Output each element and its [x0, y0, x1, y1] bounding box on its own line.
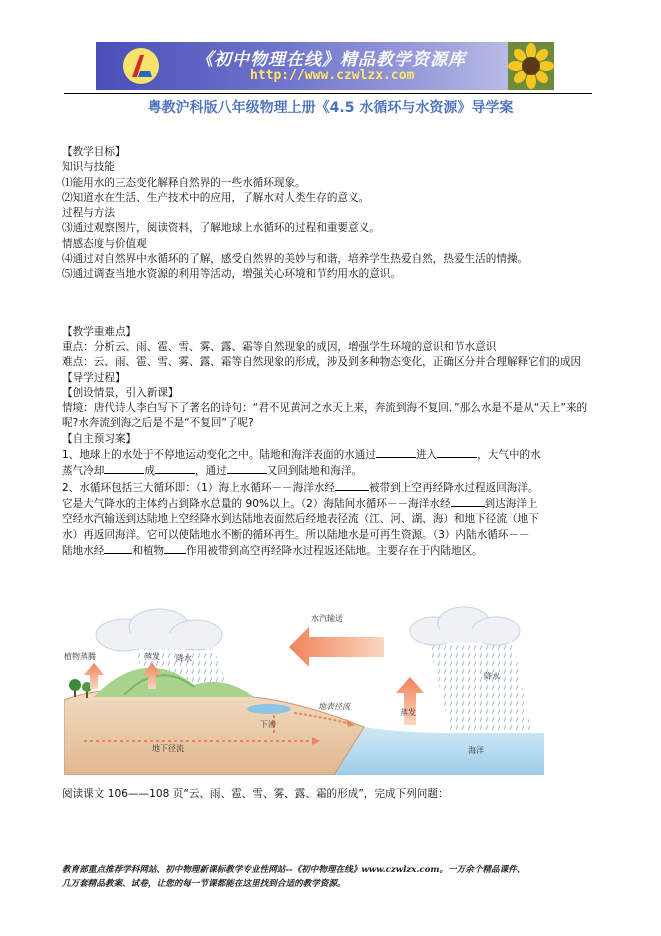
banner-url: http://www.czwlzx.com [250, 68, 415, 83]
goals-heading: 【教学目标】 [62, 146, 126, 158]
q1-text-d: 蒸气冷却 [62, 465, 105, 478]
key-heading: 【教学重难点】 [62, 325, 137, 338]
label-evaporation-left: 蒸发 [144, 652, 160, 661]
label-infiltration: 下渗 [260, 720, 276, 729]
label-vapor: 水汽输送 [311, 614, 343, 623]
goal-5: ⑸通过调查当地水资源的利用等活动，增强关心环境和节约用水的意识。 [62, 268, 401, 281]
document-title: 粤教沪科版八年级物理上册《4.5 水循环与水资源》导学案 [147, 100, 514, 116]
sunflower-icon [508, 42, 554, 90]
difficult-point: 难点：云、雨、雹、雪、雾、露、霜等自然现象的形成，涉及到多种物态变化，正确区分并合理解释它们的成因 [62, 356, 582, 369]
left-cloud [96, 609, 222, 651]
answer-blank[interactable] [164, 543, 186, 554]
footer-line-1: 教育部重点推荐学科网站、初中物理新课标教学专业性网站--《初中物理在线》www.czwlzx.com。一万余个精品课件、 [62, 865, 526, 875]
vapor-transport-arrow [289, 627, 384, 667]
key-point: 重点：分析云、雨、雹、雪、雾、露、霜等自然现象的成因，增强学生环境的意识和节水意识 [62, 340, 497, 353]
preview-heading: 【自主预习案】 [62, 432, 137, 445]
question-2-line-4: 水）再返回海洋。它可以使陆地水不断的循环再生。所以陆地水是可再生资源。（3）内陆水循环－－ [62, 528, 530, 541]
q2-text-b: 被带到上空再经降水过程返回海洋。 [369, 481, 539, 494]
question-1-line-2 [62, 463, 590, 479]
answer-blank[interactable] [227, 463, 267, 474]
footer-line-2: 几万套精品教案、试卷，让您的每一节课都能在这里找到合适的教学资源。 [62, 879, 346, 889]
label-transpiration: 植物蒸腾 [64, 652, 96, 661]
document-body [62, 145, 590, 559]
lake [247, 704, 291, 714]
q1-text-b: 进入 [415, 449, 438, 462]
site-logo-icon [122, 47, 160, 85]
question-2-line-1 [62, 480, 590, 496]
question-2-line-3: 空经水汽输送到达陆地上空经降水到达陆地表面然后经地表径流（江、河、湖、海）和地下径流（地下 [62, 513, 539, 526]
answer-blank[interactable] [104, 463, 144, 474]
question-2-line-2 [62, 496, 590, 512]
q2-text-a: 2、水循环包括三大循环即：（1）海上水循环－－海洋水经 [62, 481, 336, 494]
emotion-heading: 情感态度与价值观 [62, 237, 147, 250]
right-rain [429, 645, 534, 745]
goal-1: ⑴能用水的三态变化解释自然界的一些水循环现象。 [62, 176, 306, 189]
q2-text-h: 和植物 [132, 544, 165, 557]
q1-text-f: ，通过 [194, 465, 227, 478]
right-cloud [410, 607, 520, 645]
q2-text-d: 到达海洋上 [484, 497, 538, 510]
answer-blank[interactable] [335, 480, 369, 491]
knowledge-heading: 知识与技能 [62, 161, 115, 174]
label-ground-runoff: 地下径流 [152, 744, 184, 753]
q2-text-g: 陆地水经 [62, 544, 105, 557]
q2-text-i: 作用被带到高空再经降水过程返还陆地。主要存在于内陆地区。 [186, 544, 483, 557]
label-evaporation-right: 蒸发 [400, 708, 416, 717]
answer-blank[interactable] [155, 463, 195, 474]
q1-text-c: ，大气中的水 [477, 449, 541, 462]
ocean [334, 727, 544, 775]
process-heading: 过程与方法 [62, 207, 115, 220]
scene-text: 情境：唐代诗人李白写下了著名的诗句：“君不见黄河之水天上来，奔流到海不复回．”那么水是不是从“天上”来的呢?水奔流到海之后是不是“不复回”了呢? [62, 402, 588, 430]
answer-blank[interactable] [437, 447, 477, 458]
label-ocean: 海洋 [468, 746, 484, 755]
goal-2: ⑵知道水在生活、生产技术中的应用，了解水对人类生存的意义。 [62, 191, 370, 204]
q1-text-e: 成 [144, 465, 155, 478]
q1-text-a: 1、地球上的水处于不停地运动变化之中。陆地和海洋表面的水通过 [62, 449, 376, 462]
guide-heading: 【导学过程】 [62, 371, 126, 384]
header-rule [64, 93, 592, 94]
label-rain-right: 降水 [484, 672, 500, 681]
reading-instruction: 阅读课文 106——108 页“云、雨、雹、雪、雾、露、霜的形成”，完成下列问题： [62, 788, 449, 800]
goal-3: ⑶通过观察图片，阅读资料，了解地球上水循环的过程和重要意义。 [62, 222, 380, 235]
banner-title: 《初中物理在线》精品教学资源库 [196, 50, 466, 70]
answer-blank[interactable] [451, 496, 485, 507]
water-cycle-diagram [64, 605, 544, 775]
site-banner [96, 42, 554, 90]
answer-blank[interactable] [104, 543, 132, 554]
page-footer [62, 863, 525, 891]
q2-text-c: 它是大气降水的主体约占到降水总量的 90%以上。（2）海陆间水循环－－海洋水经 [62, 497, 451, 510]
goal-4: ⑷通过对自然界中水循环的了解，感受自然界的美妙与和谐，培养学生热爱自然，热爱生活的情操。 [62, 253, 529, 266]
question-2-line-5 [62, 543, 590, 559]
question-1-line-1 [62, 447, 590, 463]
answer-blank[interactable] [376, 447, 416, 458]
label-surface-runoff: 地表径流 [318, 702, 350, 711]
evaporation-arrow-right [396, 677, 424, 725]
scene-heading: 【创设情景，引入新课】 [62, 386, 179, 399]
label-rain-left: 降水 [176, 654, 192, 663]
q1-text-g: 又回到陆地和海洋。 [266, 465, 363, 478]
